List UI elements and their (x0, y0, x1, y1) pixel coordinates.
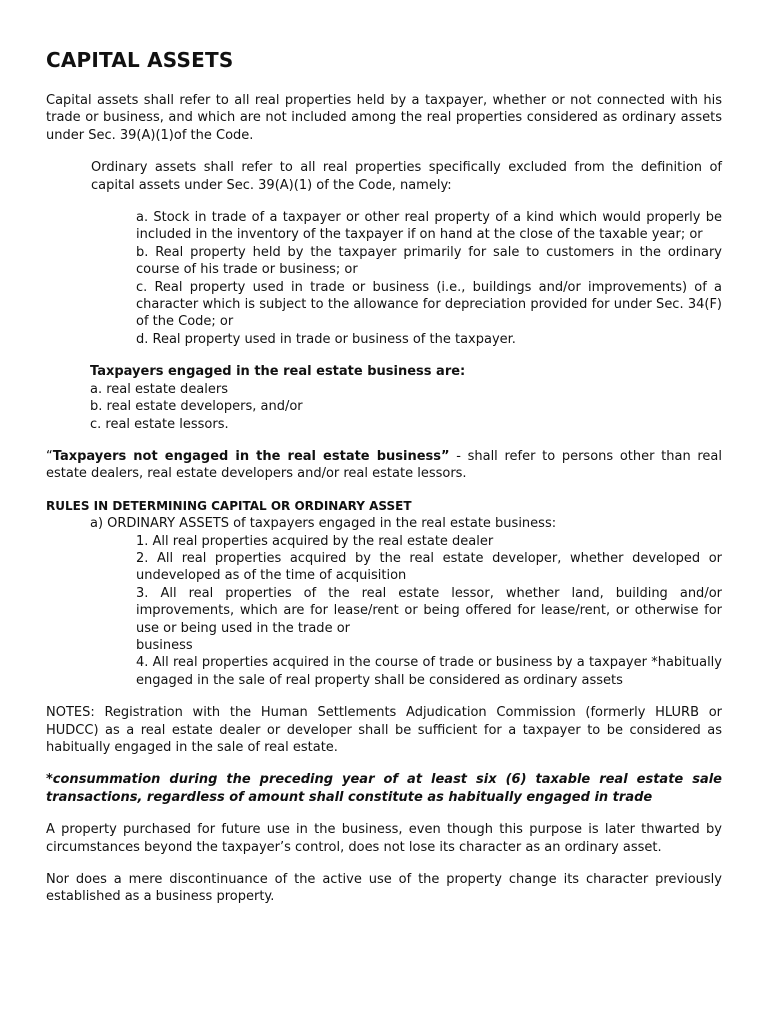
discontinuance-paragraph: Nor does a mere discontinuance of the active use of the property change its character previously established as a business property. (46, 872, 722, 905)
not-engaged-term: Taxpayers not engaged in the real estate business” (52, 448, 450, 464)
page-title: CAPITAL ASSETS (46, 48, 234, 72)
list-item: b. Real property held by the taxpayer primarily for sale to customers in the ordinary course of his trade or business; or (136, 244, 722, 278)
list-item: d. Real property used in trade or business of the taxpayer. (136, 331, 516, 347)
not-engaged-description: - shall refer to persons other than real estate dealers, real estate developers and/or real estate lessors. (46, 448, 723, 482)
list-item: 4. All real properties acquired in the course of trade or business by a taxpayer *habitually engaged in the sale of real property shall be considered as ordinary assets (136, 655, 722, 688)
not-engaged-definition (46, 448, 722, 483)
list-item: a. real estate dealers (90, 381, 229, 397)
rules-heading: RULES IN DETERMINING CAPITAL OR ORDINARY ASSET (46, 498, 412, 513)
ordinary-assets-list (136, 209, 722, 348)
list-item: b. real estate developers, and/or (90, 399, 303, 415)
list-item: 1. All real properties acquired by the real estate dealer (136, 533, 494, 549)
open-quote: “ (46, 448, 53, 464)
engaged-heading: Taxpayers engaged in the real estate business are: (90, 364, 466, 380)
engaged-section (90, 363, 722, 433)
list-item: 3. All real properties of the real estate lessor, whether land, building and/or improvements, which are for lease/rent or being offered for lease/rent, or otherwise for use or being used in the trade or (136, 585, 722, 636)
rules-subheading: a) ORDINARY ASSETS of taxpayers engaged in the real estate business: (90, 516, 557, 532)
list-item: business (136, 637, 193, 653)
ordinary-assets-definition: Ordinary assets shall refer to all real properties specifically excluded from the definition of capital assets under Sec. 39(A)(1) of the Code, namely: (91, 160, 722, 193)
future-use-paragraph: A property purchased for future use in the business, even though this purpose is later thwarted by circumstances beyond the taxpayer’s control, does not lose its character as an ordinary asset. (46, 822, 722, 855)
list-item: c. Real property used in trade or business (i.e., buildings and/or improvements) of a character which is subject to the allowance for depreciation provided for under Sec. 34(F) of the Code; or (136, 279, 722, 330)
list-item: 2. All real properties acquired by the real estate developer, whether developed or undeveloped as of the time of acquisition (136, 550, 722, 584)
list-item: a. Stock in trade of a taxpayer or other real property of a kind which would properly be included in the inventory of the taxpayer if on hand at the close of the taxable year; or (136, 210, 722, 243)
rules-section (46, 498, 722, 689)
notes-paragraph: NOTES: Registration with the Human Settlements Adjudication Commission (formerly HLURB or HUDCC) as a real estate dealer or developer shall be sufficient for a taxpayer to be considered as habitually engaged in the sale of real estate. (46, 705, 722, 755)
list-item: c. real estate lessors. (90, 416, 229, 432)
capital-assets-definition: Capital assets shall refer to all real properties held by a taxpayer, whether or not connected with his trade or business, and which are not included among the real properties considered as ordinary assets under Sec. 39(A)(1)of the Code. (46, 93, 722, 143)
consummation-note: *consummation during the preceding year of at least six (6) taxable real estate sale transactions, regardless of amount shall constitute as habitually engaged in trade (46, 772, 722, 805)
